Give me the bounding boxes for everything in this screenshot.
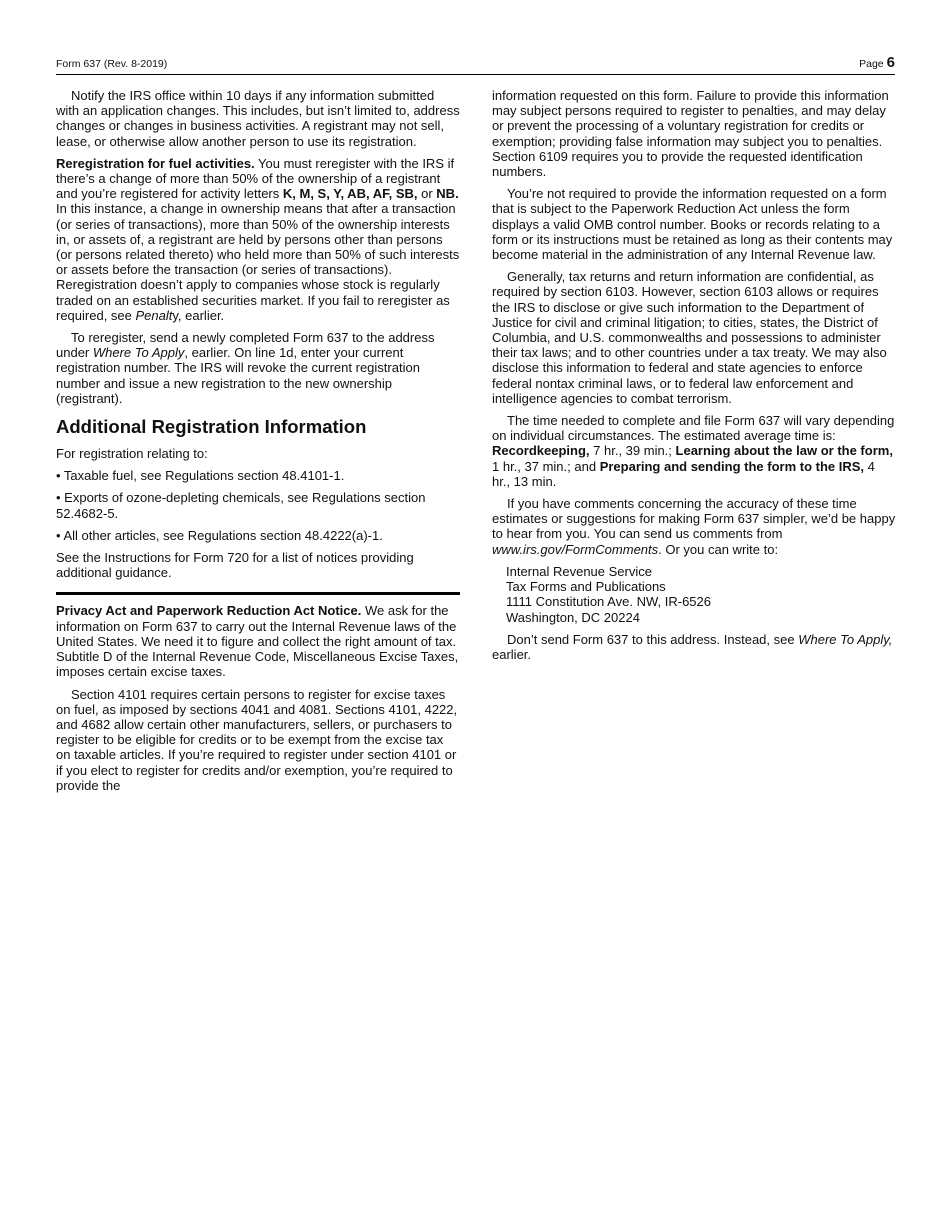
comments-url: www.irs.gov/FormComments: [492, 541, 659, 557]
where-to-apply-reference: Where To Apply: [92, 345, 185, 361]
page-number: 6: [886, 54, 895, 71]
preparing-label: Preparing and sending the form to the IRS,: [599, 458, 865, 474]
page-label: Page: [859, 58, 884, 70]
reregistration-lead: Reregistration for fuel activities.: [56, 155, 255, 171]
address-line: Tax Forms and Publications: [506, 579, 666, 595]
section-heading: Additional Registration Information: [56, 416, 367, 438]
omb-paragraph: You’re not required to provide the information requested on a form that is subject to the Paperwork Reduction Act unless the form displays a valid OMB control number. Books or records relating to a form or its instructions must be retained as long as their contents may become material in the administration of any Internal Revenue law.: [492, 186, 893, 263]
comments-paragraph: If you have comments concerning the accuracy of these time estimates or suggestions for making Form 637 simpler, we’d be happy to hear from you. You can send us comments from www.irs.gov/FormComments. Or you can write to:: [492, 496, 896, 557]
reregistration-paragraph: Reregistration for fuel activities. You must reregister with the IRS if there’s a change of more than 50% of the ownership of a registrant and you’re registered for activity letters K, M, S, Y, AB, AF, SB, or NB. In this instance, a change in ownership means that after a transaction (or series of transactions), more than 50% of the ownership interests in, or assets of, a registrant are held by persons other than persons (or persons related thereto) who held more than 50% of such interests or assets before the transaction (or series of transactions). Reregistration doesn’t apply to companies whose stock is regularly traded on an established securities market. If you fail to reregister as required, see Penalty, earlier.: [56, 155, 460, 323]
continuation-paragraph: information requested on this form. Failure to provide this information may subject persons required to register to penalties, and may delay or prevent the processing of a voluntary registration for credits or exemption; providing false information may subject you to penalties. Section 6109 requires you to provide the requested identification numbers.: [492, 88, 889, 180]
address-line: 1111 Constitution Ave. NW, IR-6526: [506, 594, 711, 610]
form-identifier: Form 637 (Rev. 8-2019): [56, 58, 168, 70]
privacy-act-lead: Privacy Act and Paperwork Reduction Act Notice.: [56, 603, 362, 619]
notify-paragraph: Notify the IRS office within 10 days if any information submitted with an application changes. This includes, but isn’t limited to, address changes or changes in business activities. A registrant may not sell, lease, or otherwise allow another person to use its registration.: [56, 88, 460, 149]
penalty-reference: Penalt: [135, 307, 173, 323]
confidentiality-paragraph: Generally, tax returns and return information are confidential, as required by section 6103. However, section 6103 allows or requires the IRS to disclose or give such information to the Department of Justice for civil and criminal litigation; to cities, states, the District of Columbia, and U.S. commonwealths and possessions to administer their tax laws; and to other countries under a tax treaty. We may also disclose this information to federal and state agencies to enforce federal nontax criminal laws, or to federal law enforcement and intelligence agencies to combat terrorism.: [492, 269, 887, 406]
where-to-apply-reference: Where To Apply,: [798, 631, 893, 647]
page-indicator: [859, 54, 895, 71]
address-line: Internal Revenue Service: [506, 563, 652, 579]
section-4101-paragraph: Section 4101 requires certain persons to register for excise taxes on fuel, as imposed by sections 4041 and 4081. Sections 4101, 4222, and 4682 allow certain other manufacturers, sellers, or purchasers to register to be eligible for credits or to be exempt from the excise tax on taxable articles. If you’re required to register under section 4101 or if you elect to register for credits and/or exemption, you’re required to provide the: [56, 686, 458, 793]
bullet-taxable-fuel: • Taxable fuel, see Regulations section 48.4101-1.: [56, 468, 345, 484]
mailing-address: [506, 564, 896, 625]
activity-letter-nb: NB.: [436, 186, 459, 202]
left-column: [56, 88, 460, 800]
do-not-send-paragraph: Don’t send Form 637 to this address. Instead, see Where To Apply, earlier.: [492, 631, 893, 662]
recordkeeping-label: Recordkeeping,: [492, 443, 590, 459]
learning-label: Learning about the law or the form,: [675, 443, 893, 459]
address-line: Washington, DC 20224: [506, 609, 640, 625]
activity-letters: K, M, S, Y, AB, AF, SB,: [282, 186, 418, 202]
right-column: [492, 88, 896, 669]
page-header: [56, 54, 895, 75]
registration-intro: For registration relating to:: [56, 446, 208, 462]
section-divider: [56, 592, 460, 595]
bullet-ozone-chemicals: • Exports of ozone-depleting chemicals, see Regulations section 52.4682-5.: [56, 490, 426, 521]
privacy-act-paragraph: Privacy Act and Paperwork Reduction Act Notice. We ask for the information on Form 637 to carry out the Internal Revenue laws of the United States. We need it to figure and collect the right amount of tax. Subtitle D of the Internal Revenue Code, Miscellaneous Excise Taxes, imposes certain excise taxes.: [56, 603, 459, 680]
reregister-paragraph: To reregister, send a newly completed Form 637 to the address under Where To Apply, earlier. On line 1d, enter your current registration number. The IRS will revoke the current registration number and issue a new registration to the new ownership (registrant).: [56, 330, 435, 406]
form-720-note: See the Instructions for Form 720 for a list of notices providing additional guidance.: [56, 550, 414, 581]
bullet-other-articles: • All other articles, see Regulations section 48.4222(a)-1.: [56, 527, 383, 543]
time-estimate-paragraph: The time needed to complete and file Form 637 will vary depending on individual circumstances. The estimated average time is: Recordkeeping, 7 hr., 39 min.; Learning about the law or the form, 1 hr., 37 min.; and Preparing and sending the form to the IRS, 4 hr., 13 min.: [492, 413, 895, 489]
